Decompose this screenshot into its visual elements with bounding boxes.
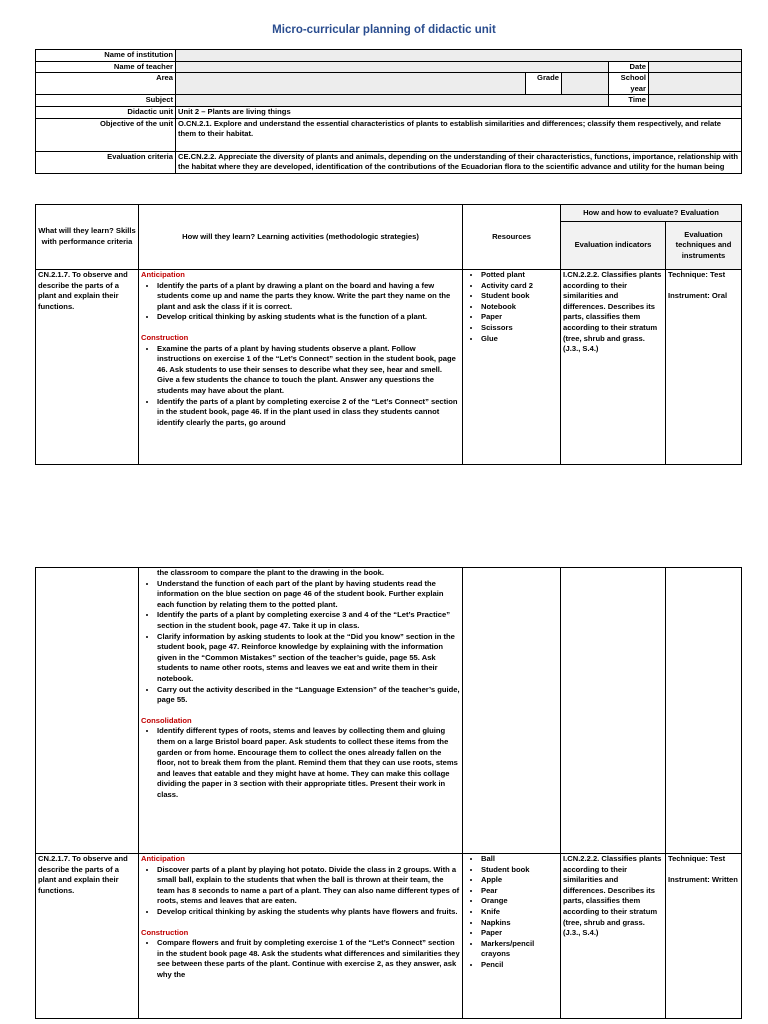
area-label: Area [36, 73, 176, 95]
col-evaluate-header: How and how to evaluate? Evaluation [561, 205, 742, 222]
row3-skill: CN.2.1.7. To observe and describe the parts of a plant and explain their functions. [36, 854, 139, 1019]
row1-construction-list [141, 344, 460, 429]
didactic-unit-label: Didactic unit [36, 106, 176, 118]
row3-construction-label: Construction [141, 927, 189, 937]
row2-construction-list [141, 579, 460, 706]
list-item: • Identify the parts of a plant by drawing a plant on the board and having a few students come up and name the parts they know. Write the part they name on the plant and ask the class if it is correct. [157, 281, 460, 313]
list-item: • Identify different types of roots, stems and leaves by collecting them and gluing them on a large Bristol board paper. Ask students to collect these items from the garden or from home. Encourage them to collect the ones already fallen on the floor, not to break them from the plant. Remind them that they can use roots, stems and leaves that eatable and they might have at home. They can make this collage dividing the paper in 3 section with their appropriate titles. Present their work in class. [157, 726, 460, 800]
subject-label: Subject [36, 95, 176, 107]
row1-activities [139, 270, 463, 465]
row2-techniques [666, 568, 742, 854]
date-label: Date [609, 61, 649, 73]
list-item: • Compare flowers and fruit by completing exercise 1 of the “Let’s Connect” section in the student book page 48. Ask the students what differences and similarities they see between these parts of the plant. Continue with exercise 2, as they answer, ask why the [157, 938, 460, 980]
col-skills-header: What will they learn? Skills with performance criteria [36, 205, 139, 270]
school-year-label: School year [609, 73, 649, 95]
row2-skill [36, 568, 139, 854]
list-item: • Activity card 2 [481, 281, 558, 292]
institution-value [176, 50, 742, 62]
planning-table-1 [35, 204, 742, 465]
row3-technique: Technique: Test [668, 854, 726, 863]
page-title: Micro-curricular planning of didactic unit [272, 24, 496, 36]
list-item: • Student book [481, 865, 558, 876]
header-table [35, 49, 742, 174]
col-techniques-header: Evaluation techniques and instruments [666, 221, 742, 269]
row1-construction-label: Construction [141, 332, 189, 342]
col-indicators-header: Evaluation indicators [561, 221, 666, 269]
list-item: • Ball [481, 854, 558, 865]
list-item: • Student book [481, 291, 558, 302]
list-item: • Paper [481, 928, 558, 939]
row3-anticipation-label: Anticipation [141, 854, 185, 863]
list-item: • Pear [481, 886, 558, 897]
objective-value: O.CN.2.1. Explore and understand the essential characteristics of plants to establish similarities and differences; classify them respectively, and relate them to their habitat. [176, 118, 742, 151]
row2-indicator [561, 568, 666, 854]
row3-techniques [666, 854, 742, 1019]
row3-instrument: Instrument: Written [668, 874, 738, 884]
grade-label: Grade [526, 73, 562, 95]
row2-consolidation-list [141, 726, 460, 800]
list-item: • Examine the parts of a plant by having students observe a plant. Follow instructions on exercise 1 of the “Let’s Connect” section in the student book, page 46. Ask students to use their senses to describe what they see, hear and smell. Give a few students the chance to touch the plant. Answer any questions the students may have about the plant. [157, 344, 460, 397]
didactic-unit-value: Unit 2 – Plants are living things [176, 106, 742, 118]
institution-label: Name of institution [36, 50, 176, 62]
row1-skill: CN.2.1.7. To observe and describe the parts of a plant and explain their functions. [36, 270, 139, 465]
row3-resources-list [465, 854, 558, 971]
row3-resources [463, 854, 561, 1019]
time-label: Time [609, 95, 649, 107]
list-item: • Clarify information by asking students to look at the “Did you know” section in the student book, page 47. Reinforce knowledge by explaining with the information given in the “Common Mistakes” section of the teacher’s guide, page 55. Ask students to name other roots, stems and leaves we eat and write them in their notebook. [157, 632, 460, 685]
list-item: • Napkins [481, 918, 558, 929]
list-item: • Develop critical thinking by asking the students why plants have flowers and fruits. [157, 907, 460, 918]
row2-activities [139, 568, 463, 854]
list-item: • Develop critical thinking by asking students what is the function of a plant. [157, 312, 460, 323]
list-item: • Discover parts of a plant by playing hot potato. Divide the class in 2 groups. With a small ball, explain to the students that when the ball is thrown at their team, the team has 8 seconds to name a part of a plant. They can also name different types of roots, stems and leaves that are eaten. [157, 865, 460, 907]
list-item: • Knife [481, 907, 558, 918]
planning-table-2 [35, 567, 742, 1019]
list-item: • Glue [481, 334, 558, 345]
row1-resources-list [465, 270, 558, 344]
row1-anticipation-list [141, 281, 460, 323]
list-item: • Pencil [481, 960, 558, 971]
area-value [176, 73, 526, 95]
row1-indicator: I.CN.2.2.2. Classifies plants according to their similarities and differences. Describes its parts, classifies them according to their stratum (tree, shrub and grass. (J.3., S.4.) [561, 270, 666, 465]
col-activities-header: How will they learn? Learning activities (methodologic strategies) [139, 205, 463, 270]
row2-consolidation-label: Consolidation [141, 715, 192, 725]
row3-indicator: I.CN.2.2.2. Classifies plants according to their similarities and differences. Describes its parts, classifies them according to their stratum (tree, shrub and grass. (J.3., S.4.) [561, 854, 666, 1019]
list-item: • Markers/pencil crayons [481, 939, 558, 960]
list-item: • Apple [481, 875, 558, 886]
row1-instrument: Instrument: Oral [668, 290, 728, 300]
row1-techniques [666, 270, 742, 465]
list-item: • Potted plant [481, 270, 558, 281]
col-resources-header: Resources [463, 205, 561, 270]
school-year-value [649, 73, 742, 95]
list-item: • Paper [481, 312, 558, 323]
objective-label: Objective of the unit [36, 118, 176, 151]
teacher-value [176, 61, 609, 73]
row3-activities [139, 854, 463, 1019]
teacher-label: Name of teacher [36, 61, 176, 73]
row2-continuation: the classroom to compare the plant to the drawing in the book. [157, 568, 384, 577]
list-item: • Notebook [481, 302, 558, 313]
list-item: • Orange [481, 896, 558, 907]
row3-anticipation-list [141, 865, 460, 918]
grade-value [562, 73, 609, 95]
criteria-label: Evaluation criteria [36, 151, 176, 173]
row1-anticipation-label: Anticipation [141, 270, 185, 279]
list-item: • Scissors [481, 323, 558, 334]
list-item: • Identify the parts of a plant by completing exercise 3 and 4 of the “Let’s Practice” section in the student book, page 47. Take it up in class. [157, 610, 460, 631]
list-item: • Understand the function of each part of the plant by having students read the information on the blue section on page 46 of the student book. Further explain each function by relating them to the potted plant. [157, 579, 460, 611]
time-value [649, 95, 742, 107]
list-item: • Carry out the activity described in the “Language Extension” of the teacher’s guide, page 55. [157, 685, 460, 706]
list-item: • Identify the parts of a plant by completing exercise 2 of the “Let’s Connect” section in the student book, page 46. If in the plant used in class they students cannot identify clearly the parts, go around [157, 397, 460, 429]
subject-value [176, 95, 609, 107]
date-value [649, 61, 742, 73]
row2-resources [463, 568, 561, 854]
row1-technique: Technique: Test [668, 270, 726, 279]
criteria-value: CE.CN.2.2. Appreciate the diversity of plants and animals, depending on the understanding of their characteristics, functions, importance, relationship with the habitat where they are developed, identification of the contributions of the Ecuadorian flora to the scientific advance and utility for the human being [176, 151, 742, 173]
row3-construction-list [141, 938, 460, 980]
row1-resources [463, 270, 561, 465]
